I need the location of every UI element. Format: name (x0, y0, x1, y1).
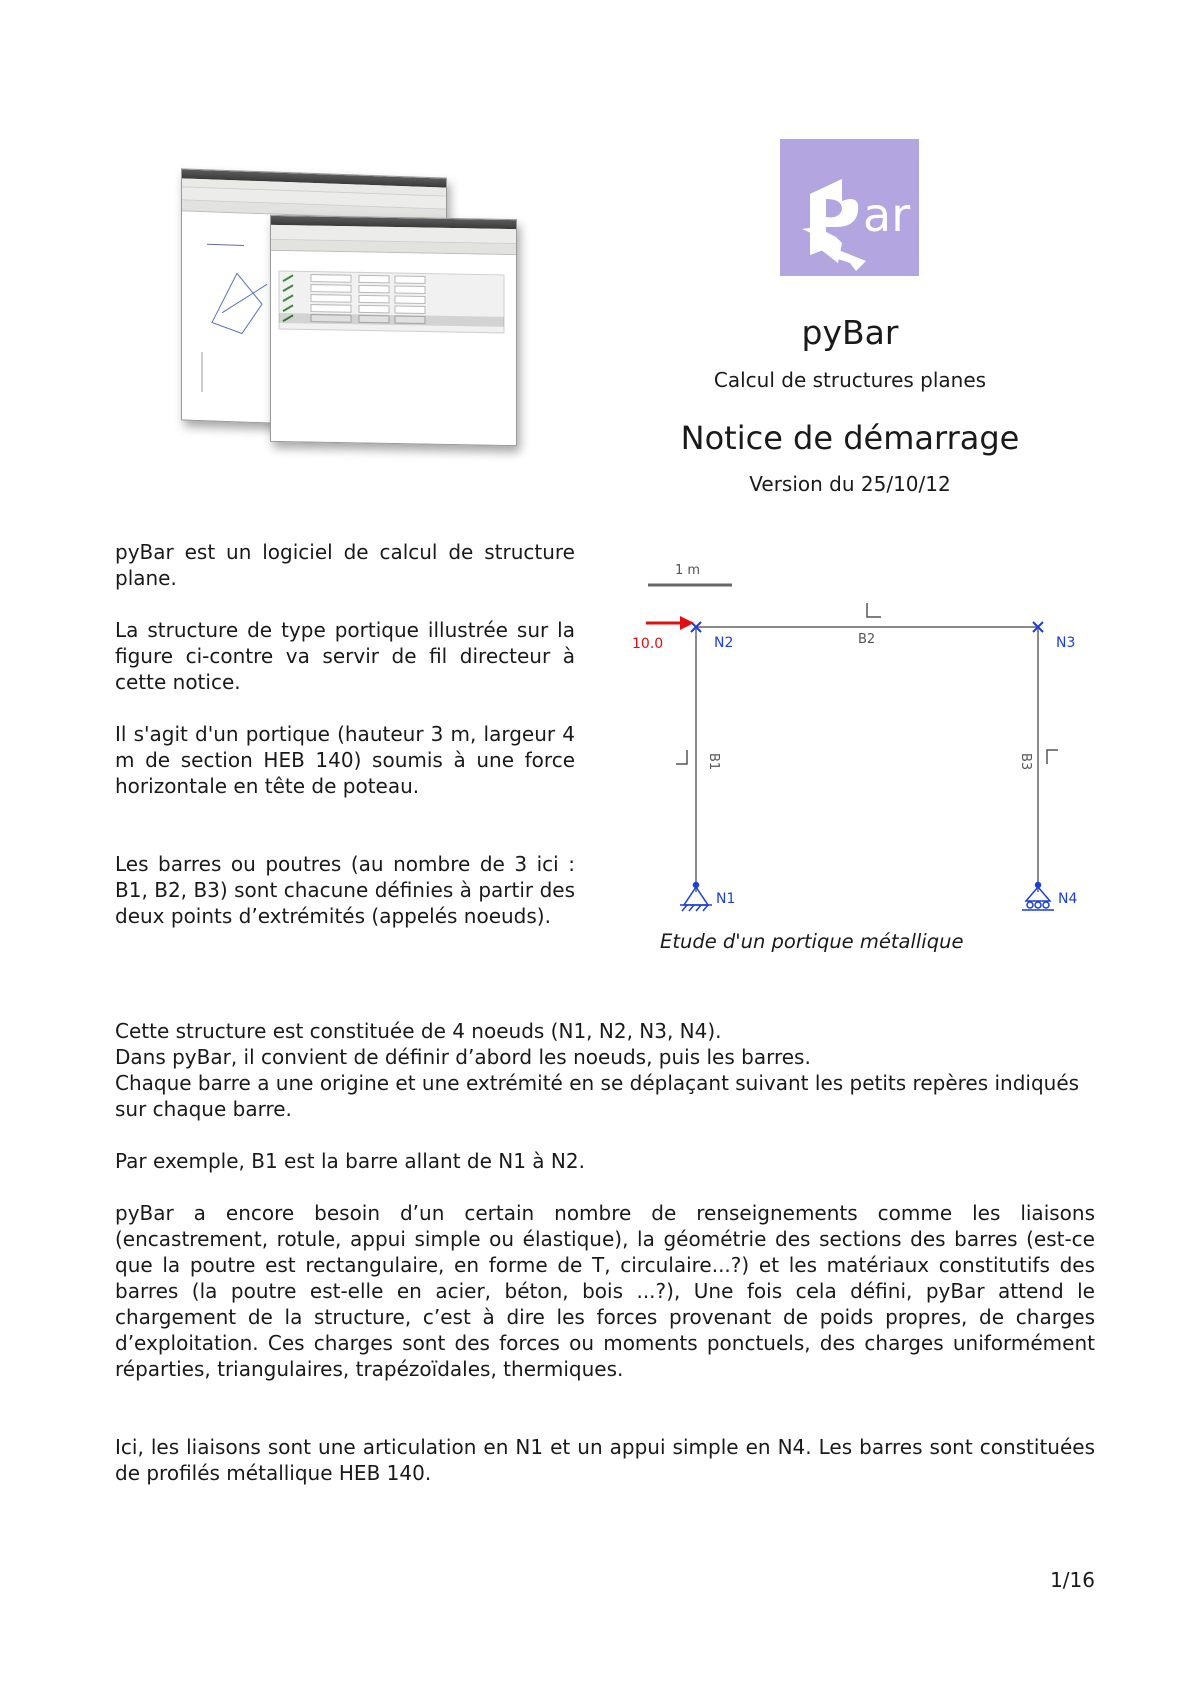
force-arrow (646, 616, 694, 630)
page-number: 1/16 (1050, 1568, 1095, 1592)
label-n4: N4 (1058, 891, 1078, 907)
support-n4 (1022, 883, 1054, 911)
app-window-front (270, 215, 517, 446)
scale-label: 1 m (675, 563, 701, 578)
body-paragraph-1 (115, 1018, 1095, 1122)
logo-text: ar (863, 188, 911, 242)
intro-paragraph-4: Les barres ou poutres (au nombre de 3 ici : B1, B2, B3) sont chacune définies à partir des deux points d’extrémités (appelés noeuds). (115, 852, 575, 928)
intro-paragraph-3: Il s'agit d'un portique (hauteur 3 m, largeur 4 m de section HEB 140) soumis à une force horizontale en tête de poteau. (115, 722, 575, 798)
label-n1: N1 (716, 891, 736, 907)
b1-orientation-marker (676, 750, 687, 764)
intro-paragraph-1: pyBar est un logiciel de calcul de structure plane. (115, 540, 575, 590)
label-b3: B3 (1018, 753, 1033, 771)
b2-orientation-marker (867, 603, 881, 617)
portique-figure (620, 555, 1100, 915)
body-line-1: Cette structure est constituée de 4 noeuds (N1, N2, N3, N4). (115, 1019, 722, 1043)
support-n1 (680, 883, 712, 912)
body-paragraph-2: Par exemple, B1 est la barre allant de N1 à N2. (115, 1149, 585, 1173)
front-window-table (271, 251, 516, 445)
version: Version du 25/10/12 (749, 472, 951, 496)
document-title: Notice de démarrage (680, 419, 1020, 457)
label-n2: N2 (714, 635, 734, 651)
body-line-2: Dans pyBar, il convient de définir d’abord les noeuds, puis les barres. (115, 1045, 811, 1069)
body-paragraph-3: pyBar a encore besoin d’un certain nombre de renseignements comme les liaisons (encastrement, rotule, appui simple ou élastique), la géométrie des sections des barres (est-ce que la poutre est rectangulaire, en forme de T, circulaire...?) et les matériaux constitutifs des barres (la poutre est-elle en acier, béton, bois ...?), Une fois cela défini, pyBar attend le chargement de la structure, c’est à dire les forces provenant de poids propres, de charges d’exploitation. Ces charges sont des forces ou moments ponctuels, des charges uniformément réparties, triangulaires, trapézoïdales, thermiques. (115, 1201, 1095, 1381)
figure-caption: Etude d'un portique métallique (660, 930, 964, 953)
force-value: 10.0 (632, 636, 664, 652)
body-line-3: Chaque barre a une origine et une extrémité en se déplaçant suivant les petits repères indiqués sur chaque barre. (115, 1071, 1080, 1121)
body-paragraph-4: Ici, les liaisons sont une articulation en N1 et un appui simple en N4. Les barres sont constituées de profilés métallique HEB 140. (115, 1435, 1095, 1485)
subtitle: Calcul de structures planes (713, 368, 987, 392)
pybar-logo (780, 139, 919, 276)
screenshot-illustration (175, 165, 525, 465)
label-n3: N3 (1056, 635, 1076, 651)
pybar-logo-mark (780, 139, 919, 276)
label-b2: B2 (858, 632, 876, 647)
label-b1: B1 (706, 753, 721, 771)
app-name: pyBar (801, 313, 899, 352)
b3-orientation-marker (1047, 750, 1058, 764)
intro-paragraph-2: La structure de type portique illustrée sur la figure ci-contre va servir de fil directeur à cette notice. (115, 618, 575, 694)
